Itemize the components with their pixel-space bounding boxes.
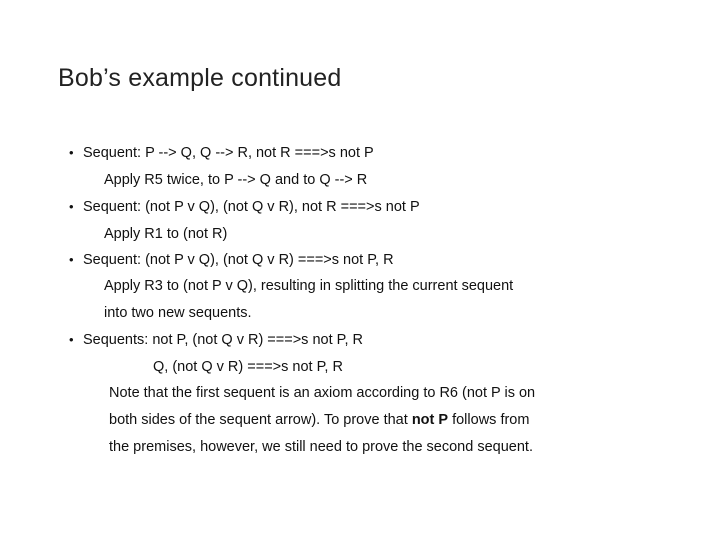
second-sequent: Q, (not Q v R) ===>s not P, R — [153, 359, 343, 375]
note-apply-r3-continued: into two new sequents. — [104, 305, 252, 321]
emphasis-not-p: not P — [411, 412, 449, 428]
slide-title: Bob’s example continued — [58, 64, 342, 92]
note-line-2: both sides of the sequent arrow). To prove that not P follows from — [109, 412, 530, 428]
bullet-sequent-3: • Sequent: (not P v Q), (not Q v R) ===>s not P, R — [83, 251, 394, 269]
bullet-sequent-2: • Sequent: (not P v Q), (not Q v R), not R ===>s not P — [83, 198, 420, 216]
note-apply-r1: Apply R1 to (not R) — [104, 226, 228, 242]
bullet-sequents: • Sequents: not P, (not Q v R) ===>s not P, R — [83, 331, 363, 349]
note-line-1: Note that the first sequent is an axiom according to R6 (not P is on — [109, 385, 536, 401]
bullet-sequent-1: • Sequent: P --> Q, Q --> R, not R ===>s not P — [83, 144, 374, 162]
note-line-3: the premises, however, we still need to prove the second sequent. — [109, 439, 533, 455]
note-apply-r5: Apply R5 twice, to P --> Q and to Q --> R — [104, 172, 368, 188]
note-apply-r3: Apply R3 to (not P v Q), resulting in splitting the current sequent — [104, 278, 514, 294]
